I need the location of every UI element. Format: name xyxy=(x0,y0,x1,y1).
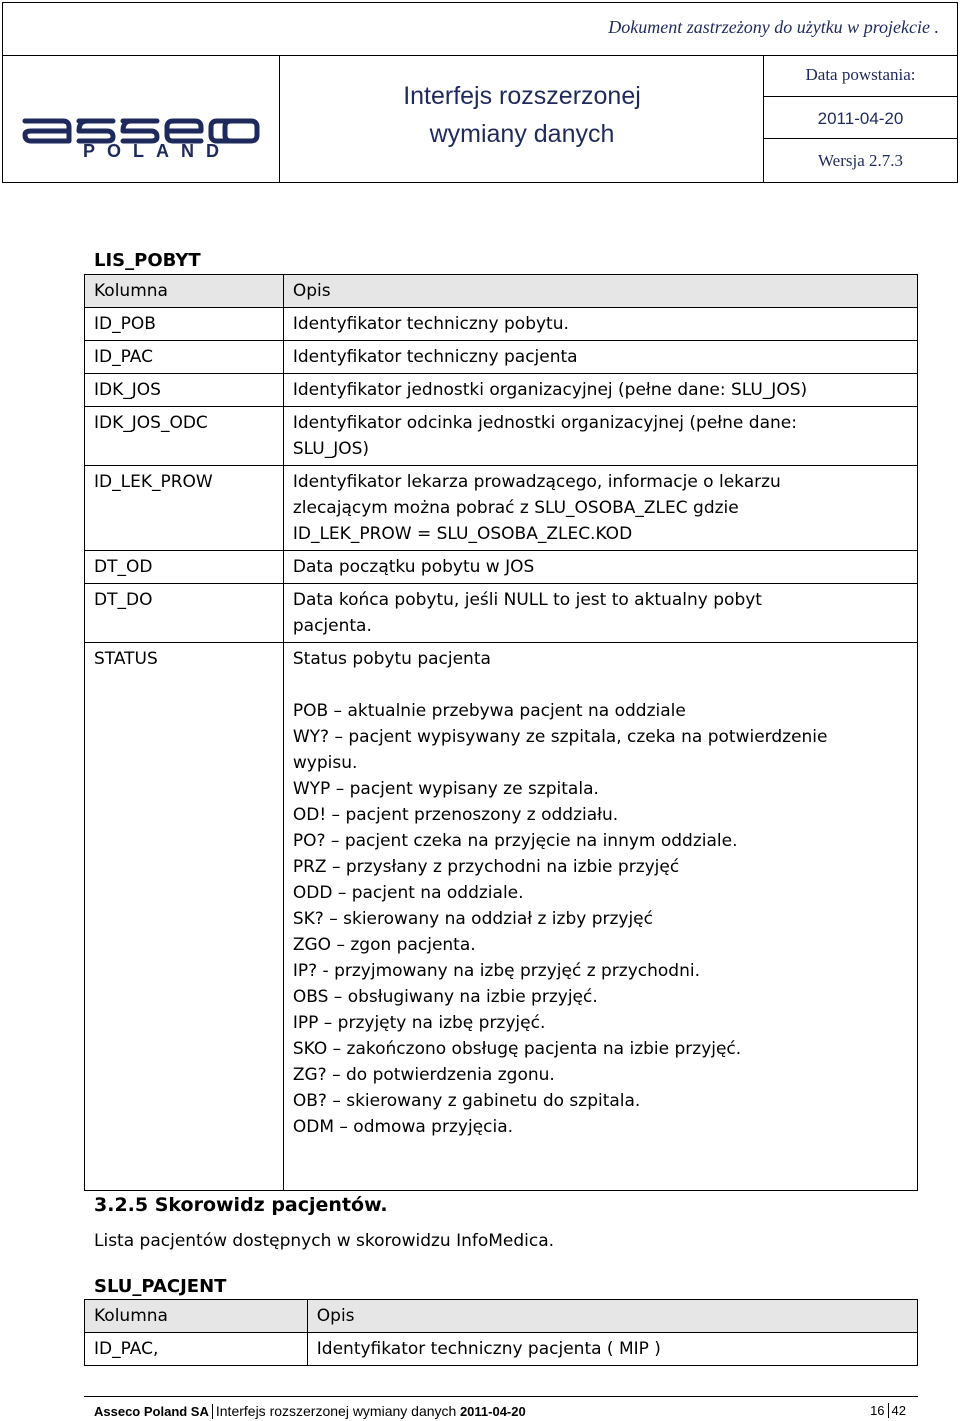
description-cell xyxy=(283,308,917,341)
description-cell xyxy=(283,341,917,374)
description-line xyxy=(293,672,908,698)
confidentiality-note: Dokument zastrzeżony do użytku w projekcie . xyxy=(608,17,939,37)
asseco-logo-icon xyxy=(3,55,279,182)
description-line: Status pobytu pacjenta xyxy=(292,649,491,669)
logo-subtitle: POLAND xyxy=(83,141,231,161)
description-line: Data końca pobytu, jeśli NULL to jest to aktualny pobyt xyxy=(292,590,762,610)
table-name: LIS_POBYT xyxy=(94,250,201,271)
description-line: POB – aktualnie przebywa pacjent na oddziale xyxy=(292,701,686,721)
column-header: Kolumna xyxy=(85,275,284,308)
page-separator xyxy=(888,1403,889,1418)
created-label: Data powstania: xyxy=(764,55,957,97)
document-title xyxy=(281,55,764,182)
description-line: Identyfikator odcinka jednostki organizacyjnej (pełne dane: xyxy=(292,413,797,433)
description-cell xyxy=(283,551,917,584)
description-line: Identyfikator techniczny pobytu. xyxy=(292,314,569,334)
column-name-cell: ID_POB xyxy=(85,308,284,341)
footer-date: 2011-04-20 xyxy=(459,1404,526,1419)
description-line: Identyfikator techniczny pacjenta xyxy=(292,347,578,367)
description-header: Opis xyxy=(307,1300,917,1333)
current-page: 16 xyxy=(870,1403,885,1418)
column-header: Kolumna xyxy=(85,1300,308,1333)
description-cell xyxy=(283,374,917,407)
table-row xyxy=(85,551,918,584)
column-name-cell: ID_LEK_PROW xyxy=(85,466,284,551)
section-description: Lista pacjentów dostępnych w skorowidzu InfoMedica. xyxy=(94,1231,555,1251)
page-number xyxy=(870,1403,906,1418)
column-name-cell: IDK_JOS xyxy=(85,374,284,407)
table-row xyxy=(85,1333,918,1366)
table-header-row xyxy=(85,275,918,308)
version-label: Wersja 2.7.3 xyxy=(817,151,904,170)
description-line: SK? – skierowany na oddział z izby przyjęć xyxy=(292,909,653,929)
description-line: wypisu. xyxy=(292,753,358,773)
description-line: OBS – obsługiwany na izbie przyjęć. xyxy=(292,987,598,1007)
footer-divider xyxy=(84,1396,918,1397)
column-name-cell: ID_PAC, xyxy=(85,1333,308,1366)
description-line: ODM – odmowa przyjęcia. xyxy=(292,1117,514,1137)
title-line-2: wymiany danych xyxy=(429,120,615,148)
footer-left xyxy=(94,1403,526,1419)
description-line: PRZ – przysłany z przychodni na izbie przyjęć xyxy=(292,857,680,877)
table-row xyxy=(85,341,918,374)
table-row xyxy=(85,466,918,551)
table-row xyxy=(85,308,918,341)
description-line: zlecającym można pobrać z SLU_OSOBA_ZLEC gdzie xyxy=(292,498,739,518)
description-cell xyxy=(307,1333,917,1366)
header-top-row xyxy=(3,3,957,56)
description-line: Identyfikator lekarza prowadzącego, informacje o lekarzu xyxy=(292,472,781,492)
table-row xyxy=(85,374,918,407)
column-name-cell: STATUS xyxy=(85,643,284,1191)
description-line: IP? - przyjmowany na izbę przyjęć z przychodni. xyxy=(292,961,700,981)
description-line: ZG? – do potwierdzenia zgonu. xyxy=(292,1065,555,1085)
description-header: Opis xyxy=(283,275,917,308)
lis-pobyt-table xyxy=(84,274,918,1191)
description-line: PO? – pacjent czeka na przyjęcie na innym oddziale. xyxy=(292,831,738,851)
column-name-cell: ID_PAC xyxy=(85,341,284,374)
description-line: OD! – pacjent przenoszony z oddziału. xyxy=(292,805,619,825)
table-row xyxy=(85,407,918,466)
slu-pacjent-table xyxy=(84,1299,918,1366)
description-line: SLU_JOS) xyxy=(292,439,370,459)
description-cell xyxy=(283,466,917,551)
description-line: WYP – pacjent wypisany ze szpitala. xyxy=(292,779,599,799)
table-header-row xyxy=(85,1300,918,1333)
description-line: pacjenta. xyxy=(292,616,372,636)
footer-doc-title: Interfejs rozszerzonej wymiany danych xyxy=(215,1403,457,1419)
description-line: Data początku pobytu w JOS xyxy=(292,557,535,577)
description-line: ODD – pacjent na oddziale. xyxy=(292,883,524,903)
description-line: Identyfikator jednostki organizacyjnej (pełne dane: SLU_JOS) xyxy=(292,380,808,400)
footer-separator xyxy=(212,1404,213,1419)
description-cell xyxy=(283,584,917,643)
table-name: SLU_PACJENT xyxy=(94,1276,227,1297)
column-name-cell: DT_OD xyxy=(85,551,284,584)
table-row xyxy=(85,643,918,1191)
description-cell xyxy=(283,643,917,1191)
created-date: 2011-04-20 xyxy=(764,97,957,139)
description-line: ID_LEK_PROW = SLU_OSOBA_ZLEC.KOD xyxy=(292,524,633,544)
title-line-1: Interfejs rozszerzonej xyxy=(403,82,641,110)
description-line: IPP – przyjęty na izbę przyjęć. xyxy=(292,1013,546,1033)
total-pages: 42 xyxy=(891,1403,906,1418)
company-logo xyxy=(3,55,280,182)
column-name-cell: DT_DO xyxy=(85,584,284,643)
description-line: WY? – pacjent wypisywany ze szpitala, czeka na potwierdzenie xyxy=(292,727,828,747)
document-header xyxy=(2,2,958,183)
description-line: OB? – skierowany z gabinetu do szpitala. xyxy=(292,1091,641,1111)
description-cell xyxy=(283,407,917,466)
document-meta xyxy=(764,55,957,182)
table-row xyxy=(85,584,918,643)
description-line: Identyfikator techniczny pacjenta ( MIP ) xyxy=(316,1339,661,1359)
footer-company: Asseco Poland SA xyxy=(94,1404,209,1419)
column-name-cell: IDK_JOS_ODC xyxy=(85,407,284,466)
description-line: ZGO – zgon pacjenta. xyxy=(292,935,476,955)
section-heading: 3.2.5 Skorowidz pacjentów. xyxy=(94,1194,388,1216)
description-line: SKO – zakończono obsługę pacjenta na izbie przyjęć. xyxy=(292,1039,742,1059)
